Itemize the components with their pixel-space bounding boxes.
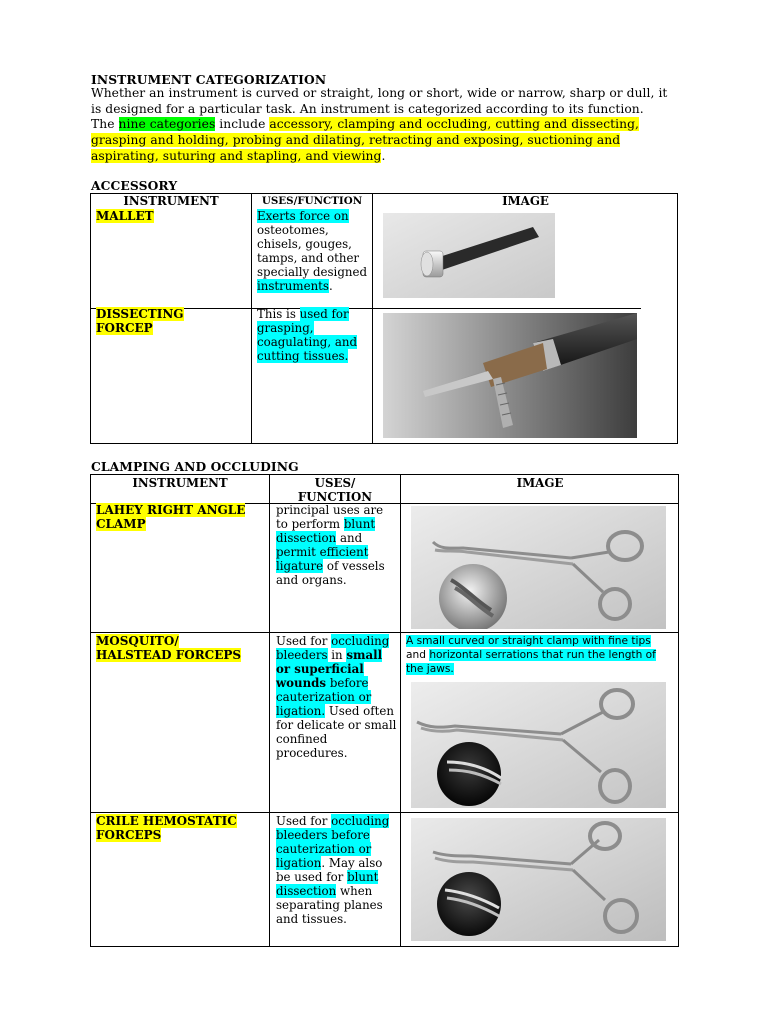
accessory-header-image: IMAGE (502, 194, 549, 208)
clamping-header-uses: USES/ FUNCTION (297, 476, 373, 504)
clamping-header-instrument: INSTRUMENT (132, 476, 228, 490)
category-list-highlight: accessory, clamping and occluding, cutting and dissecting, grasping and holding, probing and dilating, retracting and exposing, suctioning and aspirating, suturing and stapling, and viewing (91, 117, 639, 163)
crile-forceps-description: Used for occluding bleeders before cauterization or ligation. May also be used for blunt dissection when separating planes and tissues. (276, 814, 390, 926)
mosquito-forceps-image (411, 682, 666, 808)
clamping-header-image: IMAGE (516, 476, 564, 490)
instrument-name-mosquito-forceps: MOSQUITO/ HALSTEAD FORCEPS (96, 634, 242, 663)
instrument-name-lahey-clamp: LAHEY RIGHT ANGLE CLAMP (96, 503, 246, 532)
mallet-description: Exerts force on osteotomes, chisels, gouges, tamps, and other specially designed instruments. (257, 209, 368, 293)
nine-categories-highlight: nine categories (118, 117, 216, 132)
intro-paragraph (91, 86, 671, 165)
dissecting-forcep-image (383, 313, 637, 438)
dissecting-forcep-description: This is used for grasping, coagulating, and cutting tissues. (257, 307, 358, 363)
intro-text-3: . (381, 148, 386, 163)
accessory-heading: ACCESSORY (91, 178, 178, 193)
lahey-clamp-image (411, 506, 666, 629)
accessory-header-uses: USES/FUNCTION (261, 195, 363, 207)
crile-forceps-image (411, 818, 666, 941)
lahey-clamp-description: principal uses are to perform blunt dissection and permit efficient ligature of vessels and organs. (276, 503, 385, 587)
mosquito-forceps-note: A small curved or straight clamp with fine tips and horizontal serrations that run the length of the jaws. (406, 635, 656, 675)
instrument-name-crile-forceps: CRILE HEMOSTATIC FORCEPS (96, 814, 237, 843)
page-title: INSTRUMENT CATEGORIZATION (91, 72, 327, 87)
accessory-header-instrument: INSTRUMENT (123, 194, 219, 208)
mosquito-forceps-description: Used for occluding bleeders in small or superficial wounds before cauterization or ligation. Used often for delicate or small confined procedures. (276, 634, 397, 760)
instrument-name-mallet: MALLET (96, 209, 154, 223)
instrument-name-dissecting-forcep: DISSECTING FORCEP (96, 307, 184, 336)
intro-text-1: Whether an instrument is curved or straight, long or short, wide or narrow, sharp or dull, it is designed for a particular task. An instrument is categorized according to its function. The (91, 86, 668, 132)
mallet-image (383, 213, 555, 298)
intro-text-2: include (215, 117, 270, 132)
clamping-heading: CLAMPING AND OCCLUDING (91, 459, 299, 474)
